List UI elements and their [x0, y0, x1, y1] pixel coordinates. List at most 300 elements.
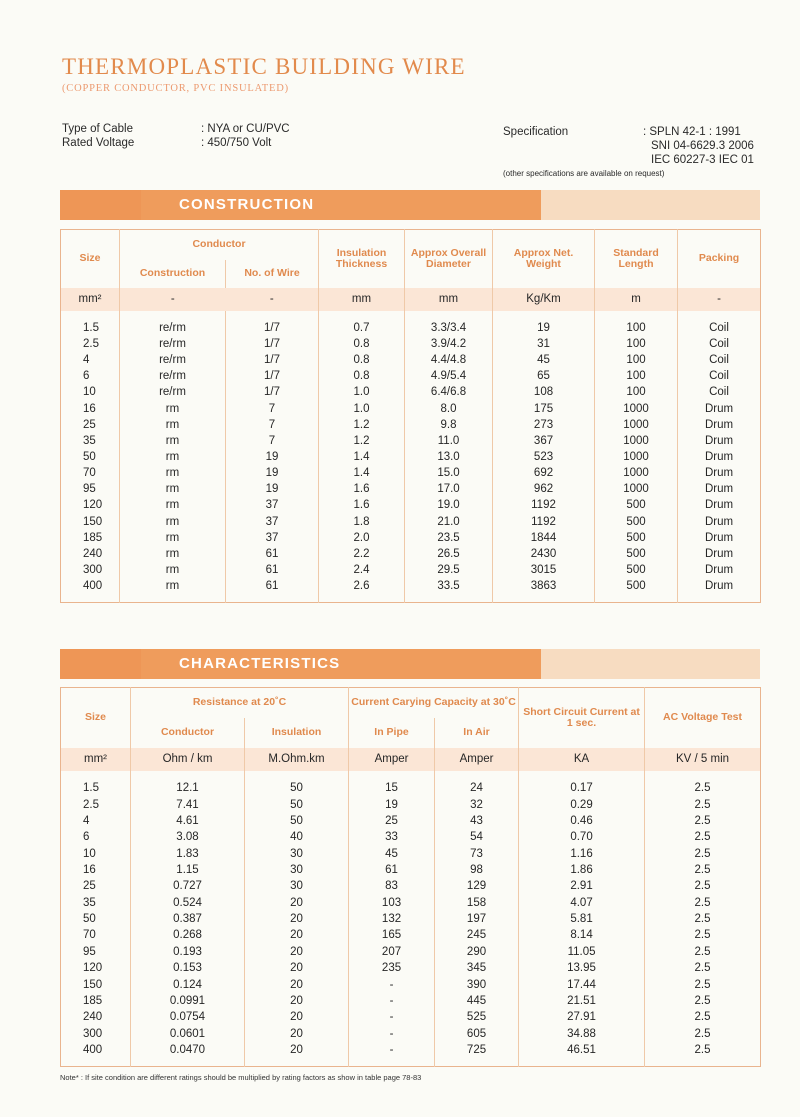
table-cell: 20 — [245, 1009, 349, 1025]
table-cell: 20 — [245, 960, 349, 976]
units-row — [61, 288, 761, 311]
table-cell: rm — [120, 449, 226, 465]
table-cell: 12.1 — [131, 780, 245, 796]
table-cell: 4.61 — [131, 813, 245, 829]
table-row — [61, 829, 761, 845]
table-cell: 2430 — [493, 546, 595, 562]
size-cell: 6 — [61, 368, 120, 384]
table-cell: Coil — [709, 370, 729, 383]
header-packing: Packing — [698, 252, 740, 265]
table-cell: 962 — [493, 481, 595, 497]
table-cell: 2.5 — [694, 864, 711, 877]
table-cell: 1000 — [595, 433, 678, 449]
table-cell: 3.3/3.4 — [405, 320, 493, 336]
table-cell: rm — [120, 433, 226, 449]
table-cell: 0.193 — [131, 944, 245, 960]
table-cell: Drum — [704, 434, 734, 447]
size-cell: 120 — [61, 960, 131, 976]
table-cell: rm — [120, 530, 226, 546]
size-cell: 10 — [61, 846, 131, 862]
table-cell: 13.95 — [519, 960, 645, 976]
table-cell: 7 — [226, 433, 319, 449]
table-cell: 1192 — [493, 497, 595, 513]
table-cell: re/rm — [120, 384, 226, 400]
table-cell: 100 — [595, 352, 678, 368]
header-current-capacity: Current Carying Capacity at 30˚C — [349, 688, 519, 718]
table-cell: 19 — [226, 465, 319, 481]
header-no-of-wire: No. of Wire — [226, 260, 319, 288]
table-cell: 1.83 — [131, 846, 245, 862]
table-cell: 0.0470 — [131, 1042, 245, 1059]
table-cell: 50 — [245, 813, 349, 829]
page-title: THERMOPLASTIC BUILDING WIRE — [62, 54, 466, 79]
unit-cell: mm² — [61, 288, 120, 311]
table-row — [61, 780, 761, 796]
table-cell: 13.0 — [405, 449, 493, 465]
table-cell: 30 — [245, 862, 349, 878]
construction-section-title: CONSTRUCTION — [141, 190, 541, 220]
table-row — [61, 336, 761, 352]
table-cell: 523 — [493, 449, 595, 465]
table-cell: 6.4/6.8 — [405, 384, 493, 400]
table-cell: 367 — [493, 433, 595, 449]
table-cell: 19 — [493, 320, 595, 336]
specification-values — [643, 125, 754, 167]
table-cell: 1000 — [595, 465, 678, 481]
table-cell: 32 — [435, 797, 519, 813]
table-cell: 20 — [245, 895, 349, 911]
table-cell: - — [349, 1009, 435, 1025]
table-cell: 1/7 — [226, 352, 319, 368]
table-cell: 3863 — [493, 578, 595, 594]
construction-table — [60, 229, 761, 603]
table-cell: - — [349, 976, 435, 992]
header-net-weight: Approx Net. Weight — [493, 230, 595, 288]
table-row — [61, 895, 761, 911]
table-row — [61, 449, 761, 465]
size-cell: 70 — [61, 465, 120, 481]
table-cell: Drum — [704, 515, 734, 528]
size-cell: 300 — [61, 1025, 131, 1041]
table-row — [61, 513, 761, 529]
table-cell: 19.0 — [405, 497, 493, 513]
table-cell: 1.0 — [319, 401, 405, 417]
table-row — [61, 465, 761, 481]
table-row — [61, 1009, 761, 1025]
table-cell: 0.7 — [319, 320, 405, 336]
table-cell: 29.5 — [405, 562, 493, 578]
table-row — [61, 417, 761, 433]
size-cell: 16 — [61, 862, 131, 878]
table-cell: 2.5 — [694, 782, 711, 795]
table-cell: 500 — [595, 530, 678, 546]
table-cell: Coil — [709, 338, 729, 350]
table-row — [61, 530, 761, 546]
table-cell: 100 — [595, 336, 678, 352]
size-cell: 150 — [61, 976, 131, 992]
table-cell: rm — [120, 481, 226, 497]
table-cell: 2.6 — [319, 578, 405, 594]
table-cell: 1.86 — [519, 862, 645, 878]
table-cell: 34.88 — [519, 1025, 645, 1041]
construction-rows — [61, 320, 761, 595]
header-standard-length: Standard Length — [595, 230, 678, 288]
table-row — [61, 911, 761, 927]
table-cell: 100 — [595, 368, 678, 384]
table-cell: rm — [120, 401, 226, 417]
table-cell: 1.2 — [319, 417, 405, 433]
size-cell: 10 — [61, 384, 120, 400]
size-cell: 50 — [61, 449, 120, 465]
table-cell: - — [349, 1042, 435, 1059]
unit-cell — [120, 288, 319, 311]
table-cell: 61 — [226, 578, 319, 594]
table-cell: 2.5 — [694, 880, 711, 893]
table-cell: 65 — [493, 368, 595, 384]
size-cell: 185 — [61, 993, 131, 1009]
table-cell: 4.9/5.4 — [405, 368, 493, 384]
table-cell: 0.70 — [519, 829, 645, 845]
specification-label: Specification — [503, 126, 569, 138]
table-cell: Coil — [709, 386, 729, 399]
table-cell: re/rm — [120, 368, 226, 384]
table-cell: 3.9/4.2 — [405, 336, 493, 352]
table-cell: 20 — [245, 927, 349, 943]
table-cell: 197 — [435, 911, 519, 927]
table-cell: 165 — [349, 927, 435, 943]
table-row — [61, 401, 761, 417]
table-cell: 9.8 — [405, 417, 493, 433]
table-cell: 290 — [435, 944, 519, 960]
size-cell: 95 — [61, 481, 120, 497]
table-cell: 2.5 — [694, 815, 711, 828]
table-cell: 2.2 — [319, 546, 405, 562]
size-cell: 6 — [61, 829, 131, 845]
table-cell: 98 — [435, 862, 519, 878]
table-cell: Drum — [704, 547, 734, 560]
table-cell: rm — [120, 417, 226, 433]
unit-cell: mm² — [61, 748, 131, 772]
table-cell: Drum — [704, 483, 734, 496]
table-cell: 61 — [349, 862, 435, 878]
table-cell: 20 — [245, 1042, 349, 1059]
table-cell: 273 — [493, 417, 595, 433]
table-cell: Drum — [704, 402, 734, 415]
table-cell: 0.0991 — [131, 993, 245, 1009]
table-cell: 345 — [435, 960, 519, 976]
table-cell: 17.44 — [519, 976, 645, 992]
characteristics-section-bar — [60, 649, 760, 679]
table-cell: 2.5 — [694, 929, 711, 942]
table-cell: Drum — [704, 499, 734, 512]
unit-cell: mm — [405, 288, 493, 311]
table-cell: 235 — [349, 960, 435, 976]
table-cell: 207 — [349, 944, 435, 960]
table-cell: 2.5 — [694, 831, 711, 844]
size-cell: 1.5 — [61, 320, 120, 336]
header-in-pipe: In Pipe — [349, 718, 435, 748]
table-cell: rm — [120, 578, 226, 594]
table-row — [61, 993, 761, 1009]
unit-cell: Ohm / km — [131, 748, 245, 772]
table-cell: 8.14 — [519, 927, 645, 943]
table-row — [61, 927, 761, 943]
table-cell: Drum — [704, 531, 734, 544]
table-row — [61, 384, 761, 400]
table-row — [61, 1025, 761, 1041]
table-cell: 11.05 — [519, 944, 645, 960]
table-cell: 2.5 — [694, 1027, 711, 1040]
table-cell: 175 — [493, 401, 595, 417]
table-row — [61, 976, 761, 992]
table-cell: 24 — [435, 780, 519, 796]
header-insulation: Insulation — [245, 718, 349, 748]
header-ac-voltage: AC Voltage Test — [663, 711, 743, 724]
table-cell: 2.5 — [694, 945, 711, 958]
footnote: Note* : If site condition are different ratings should be multiplied by rating factors as show in table page 78-83 — [60, 1073, 422, 1082]
table-cell: 2.5 — [694, 1011, 711, 1024]
table-cell: 525 — [435, 1009, 519, 1025]
table-cell: 20 — [245, 993, 349, 1009]
table-cell: 0.8 — [319, 368, 405, 384]
table-cell: 1.6 — [319, 497, 405, 513]
table-cell: 61 — [226, 562, 319, 578]
table-cell: 15 — [349, 780, 435, 796]
unit-cell: - — [678, 288, 761, 311]
unit-cell: - — [269, 293, 274, 306]
table-cell: 100 — [595, 320, 678, 336]
table-cell: 390 — [435, 976, 519, 992]
table-row — [61, 578, 761, 594]
table-cell: 158 — [435, 895, 519, 911]
table-cell: 500 — [595, 497, 678, 513]
characteristics-rows — [61, 780, 761, 1058]
table-cell: 54 — [435, 829, 519, 845]
unit-cell: KA — [519, 748, 645, 772]
table-cell: Coil — [709, 354, 729, 367]
unit-cell: Amper — [435, 748, 519, 772]
table-cell: Drum — [704, 467, 734, 480]
table-cell: 1844 — [493, 530, 595, 546]
table-cell: 108 — [493, 384, 595, 400]
table-cell: 45 — [493, 352, 595, 368]
size-cell: 25 — [61, 878, 131, 894]
table-cell: 0.8 — [319, 352, 405, 368]
table-cell: 605 — [435, 1025, 519, 1041]
header-resistance: Resistance at 20˚C — [131, 688, 349, 718]
table-cell: 2.0 — [319, 530, 405, 546]
table-cell: 500 — [595, 578, 678, 594]
table-cell: 445 — [435, 993, 519, 1009]
table-cell: 1/7 — [226, 320, 319, 336]
table-cell: 23.5 — [405, 530, 493, 546]
table-cell: 1000 — [595, 481, 678, 497]
table-cell: 2.5 — [694, 962, 711, 975]
table-cell: 20 — [245, 976, 349, 992]
table-cell: 3015 — [493, 562, 595, 578]
size-cell: 95 — [61, 944, 131, 960]
table-cell: 1000 — [595, 449, 678, 465]
table-cell: 4.4/4.8 — [405, 352, 493, 368]
table-cell: 100 — [595, 384, 678, 400]
table-cell: 500 — [595, 562, 678, 578]
header-size: Size — [61, 230, 120, 288]
table-cell: 1000 — [595, 401, 678, 417]
table-cell: 45 — [349, 846, 435, 862]
table-row — [61, 497, 761, 513]
table-cell: 25 — [349, 813, 435, 829]
table-cell: 1.4 — [319, 465, 405, 481]
table-cell: 20 — [245, 944, 349, 960]
table-cell: Drum — [704, 580, 734, 593]
spec-availability-note: (other specifications are available on request) — [503, 169, 665, 178]
table-cell: 73 — [435, 846, 519, 862]
size-cell: 120 — [61, 497, 120, 513]
table-cell: 61 — [226, 546, 319, 562]
table-row — [61, 562, 761, 578]
table-cell: 0.8 — [319, 336, 405, 352]
size-cell: 4 — [61, 813, 131, 829]
table-cell: 7 — [226, 417, 319, 433]
table-cell: 11.0 — [405, 433, 493, 449]
table-row — [61, 862, 761, 878]
table-cell: 33.5 — [405, 578, 493, 594]
table-row — [61, 368, 761, 384]
unit-cell: KV / 5 min — [645, 748, 761, 772]
size-cell: 185 — [61, 530, 120, 546]
table-cell: rm — [120, 562, 226, 578]
table-cell: 15.0 — [405, 465, 493, 481]
size-cell: 35 — [61, 433, 120, 449]
unit-cell: m — [595, 288, 678, 311]
type-of-cable-value: : NYA or CU/PVC — [201, 123, 290, 135]
table-cell: rm — [120, 465, 226, 481]
table-cell: 500 — [595, 513, 678, 529]
table-row — [61, 960, 761, 976]
cable-info-values — [201, 122, 290, 150]
table-cell: 2.5 — [694, 913, 711, 926]
unit-cell: Amper — [349, 748, 435, 772]
header-overall-diameter: Approx Overall Diameter — [405, 230, 493, 288]
size-cell: 400 — [61, 578, 120, 594]
table-cell: Drum — [704, 418, 734, 431]
table-cell: 83 — [349, 878, 435, 894]
table-cell: 0.29 — [519, 797, 645, 813]
type-of-cable-label: Type of Cable — [62, 123, 133, 135]
spec-line: : SPLN 42-1 : 1991 — [643, 126, 741, 138]
table-cell: 30 — [245, 878, 349, 894]
table-cell: 19 — [226, 481, 319, 497]
table-cell: Drum — [704, 450, 734, 463]
table-cell: 4.07 — [519, 895, 645, 911]
table-cell: 0.0754 — [131, 1009, 245, 1025]
unit-cell: - — [170, 293, 175, 306]
section-accent — [60, 649, 141, 679]
table-row — [61, 546, 761, 562]
table-cell: 1/7 — [226, 336, 319, 352]
units-row — [61, 748, 761, 772]
unit-cell: M.Ohm.km — [245, 748, 349, 772]
size-cell: 400 — [61, 1042, 131, 1059]
table-cell: 1.6 — [319, 481, 405, 497]
table-cell: 245 — [435, 927, 519, 943]
size-cell: 4 — [61, 352, 120, 368]
table-cell: 500 — [595, 546, 678, 562]
table-row — [61, 797, 761, 813]
spec-line: IEC 60227-3 IEC 01 — [651, 154, 754, 166]
table-cell: 37 — [226, 530, 319, 546]
table-cell: 30 — [245, 846, 349, 862]
table-cell: 1.2 — [319, 433, 405, 449]
table-cell: 2.5 — [694, 798, 711, 811]
size-cell: 35 — [61, 895, 131, 911]
table-cell: 7 — [226, 401, 319, 417]
table-cell: 2.4 — [319, 562, 405, 578]
table-cell: 17.0 — [405, 481, 493, 497]
table-cell: 0.524 — [131, 895, 245, 911]
header-short-circuit: Short Circuit Current at 1 sec. — [519, 688, 645, 748]
table-cell: 27.91 — [519, 1009, 645, 1025]
construction-section-bar — [60, 190, 760, 220]
table-cell: 50 — [245, 780, 349, 796]
size-cell: 1.5 — [61, 780, 131, 796]
table-row — [61, 1042, 761, 1059]
table-cell: 2.5 — [694, 847, 711, 860]
table-cell: 2.5 — [694, 896, 711, 909]
table-cell: - — [349, 1025, 435, 1041]
table-cell: 0.124 — [131, 976, 245, 992]
size-cell: 70 — [61, 927, 131, 943]
table-cell: 26.5 — [405, 546, 493, 562]
size-cell: 50 — [61, 911, 131, 927]
table-cell: 37 — [226, 497, 319, 513]
table-row — [61, 320, 761, 336]
table-cell: 103 — [349, 895, 435, 911]
header-in-air: In Air — [435, 718, 519, 748]
table-cell: 2.91 — [519, 878, 645, 894]
table-cell: rm — [120, 513, 226, 529]
table-cell: 1.15 — [131, 862, 245, 878]
size-cell: 2.5 — [61, 336, 120, 352]
unit-cell: mm — [319, 288, 405, 311]
table-cell: 21.51 — [519, 993, 645, 1009]
table-cell: 725 — [435, 1042, 519, 1059]
table-cell: 20 — [245, 1025, 349, 1041]
table-cell: 19 — [349, 797, 435, 813]
table-cell: 129 — [435, 878, 519, 894]
table-cell: 1.0 — [319, 384, 405, 400]
section-accent — [60, 190, 141, 220]
table-cell: 50 — [245, 797, 349, 813]
table-cell: 1.16 — [519, 846, 645, 862]
table-cell: 2.5 — [694, 994, 711, 1007]
table-cell: 1/7 — [226, 368, 319, 384]
size-cell: 2.5 — [61, 797, 131, 813]
table-cell: 19 — [226, 449, 319, 465]
table-cell: 1/7 — [226, 384, 319, 400]
table-cell: 132 — [349, 911, 435, 927]
table-cell: 3.08 — [131, 829, 245, 845]
header-conductor: Conductor — [120, 230, 319, 260]
table-cell: 0.17 — [519, 780, 645, 796]
size-cell: 240 — [61, 546, 120, 562]
table-cell: rm — [120, 546, 226, 562]
table-cell: 2.5 — [694, 978, 711, 991]
table-row — [61, 878, 761, 894]
size-cell: 240 — [61, 1009, 131, 1025]
table-cell: 0.727 — [131, 878, 245, 894]
characteristics-table — [60, 687, 761, 1067]
